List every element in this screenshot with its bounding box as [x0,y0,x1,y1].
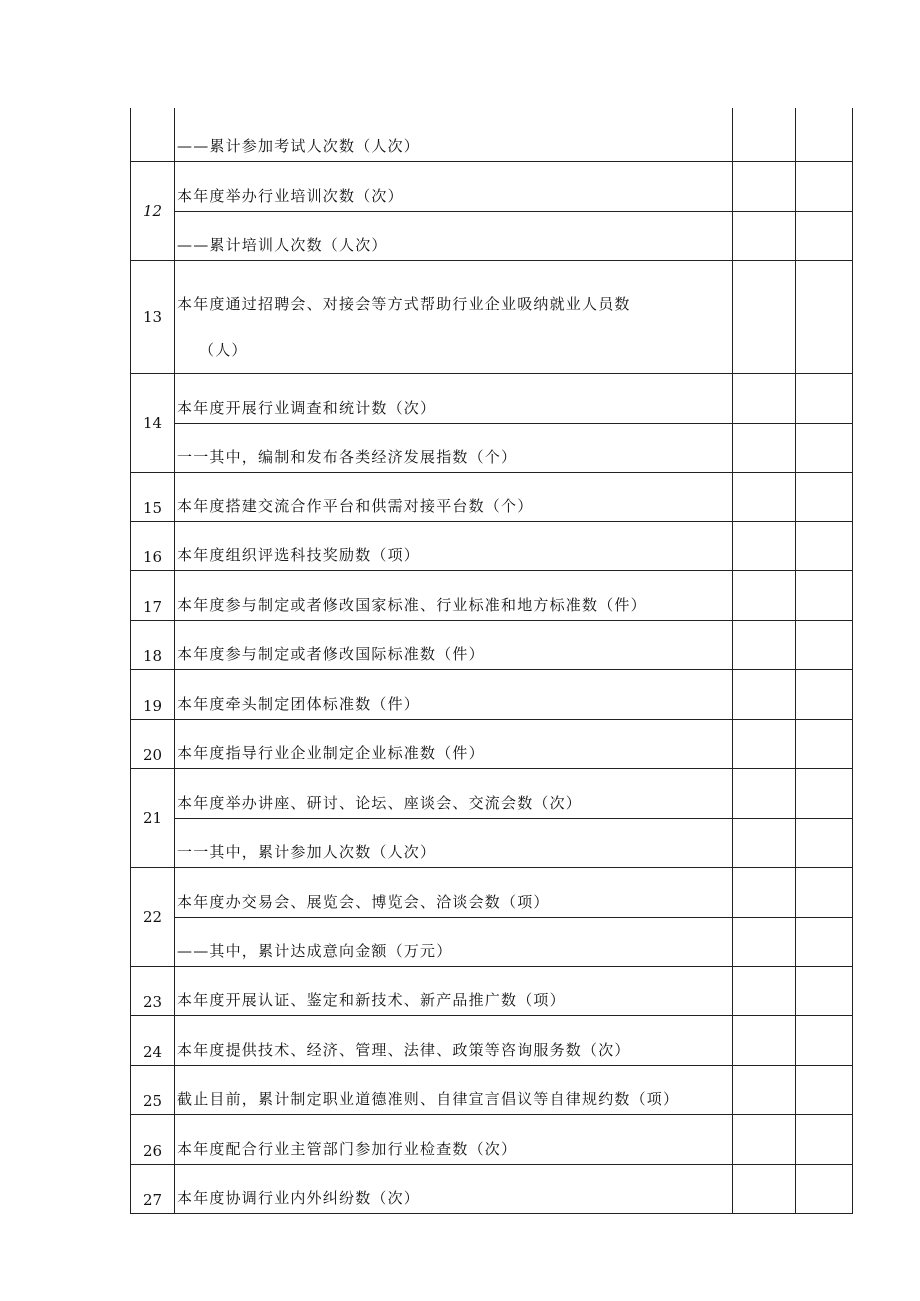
row-label: 本年度配合行业主管部门参加行业检查数（次） [175,1114,733,1164]
value-cell[interactable] [796,719,853,768]
value-cell[interactable] [796,521,853,570]
value-cell[interactable] [796,1065,853,1114]
value-cell[interactable] [796,108,853,161]
row-number: 23 [131,966,175,1015]
value-cell[interactable] [733,423,796,472]
table-row [131,211,853,260]
value-cell[interactable] [733,768,796,818]
row-label: 本年度协调行业内外纠纷数（次） [175,1164,733,1213]
table-row [131,917,853,966]
row-number [131,108,175,161]
table-row [131,472,853,521]
row-label: 本年度提供技术、经济、管理、法律、政策等咨询服务数（次） [175,1015,733,1065]
value-cell[interactable] [796,373,853,423]
value-cell[interactable] [733,818,796,867]
value-cell[interactable] [733,570,796,620]
table-row [131,1015,853,1065]
row-label: 本年度举办行业培训次数（次） [175,161,733,211]
row-label: 本年度开展认证、鉴定和新技术、新产品推广数（项） [175,966,733,1015]
row-number: 27 [131,1164,175,1213]
row-label [175,260,733,373]
value-cell[interactable] [733,161,796,211]
value-cell[interactable] [796,669,853,719]
value-cell[interactable] [733,1015,796,1065]
table-row [131,570,853,620]
value-cell[interactable] [733,966,796,1015]
row-label: 一一其中，累计参加人次数（人次） [175,818,733,867]
table-row [131,108,853,161]
value-cell[interactable] [796,1164,853,1213]
table-row [131,423,853,472]
value-cell[interactable] [796,570,853,620]
value-cell[interactable] [796,620,853,669]
value-cell[interactable] [733,373,796,423]
value-cell[interactable] [733,472,796,521]
value-cell[interactable] [733,867,796,917]
table-row [131,373,853,423]
row-number: 22 [131,867,175,966]
row-number: 17 [131,570,175,620]
row-number: 24 [131,1015,175,1065]
row-number: 13 [131,260,175,373]
row-label: 本年度参与制定或者修改国家标准、行业标准和地方标准数（件） [175,570,733,620]
row-number: 21 [131,768,175,867]
row-number: 20 [131,719,175,768]
row-label: 本年度牵头制定团体标准数（件） [175,669,733,719]
value-cell[interactable] [796,423,853,472]
value-cell[interactable] [733,1065,796,1114]
row-label: 本年度参与制定或者修改国际标准数（件） [175,620,733,669]
row-number: 25 [131,1065,175,1114]
row-number: 15 [131,472,175,521]
value-cell[interactable] [796,161,853,211]
row-number: 12 [131,161,175,260]
value-cell[interactable] [733,260,796,373]
value-cell[interactable] [796,260,853,373]
row-label: 本年度搭建交流合作平台和供需对接平台数（个） [175,472,733,521]
table-row [131,768,853,818]
row-label: 截止目前，累计制定职业道德准则、自律宣言倡议等自律规约数（项） [175,1065,733,1114]
row-label: 本年度举办讲座、研讨、论坛、座谈会、交流会数（次） [175,768,733,818]
value-cell[interactable] [733,521,796,570]
value-cell[interactable] [733,211,796,260]
table-row [131,719,853,768]
table-row [131,966,853,1015]
value-cell[interactable] [733,719,796,768]
value-cell[interactable] [733,1164,796,1213]
table-row [131,620,853,669]
row-label: ——其中，累计达成意向金额（万元） [175,917,733,966]
value-cell[interactable] [796,472,853,521]
value-cell[interactable] [796,768,853,818]
value-cell[interactable] [796,1015,853,1065]
row-label: 本年度开展行业调查和统计数（次） [175,373,733,423]
value-cell[interactable] [796,917,853,966]
value-cell[interactable] [796,966,853,1015]
value-cell[interactable] [796,211,853,260]
row-label: ——累计参加考试人次数（人次） [175,108,733,161]
value-cell[interactable] [733,669,796,719]
value-cell[interactable] [796,818,853,867]
table-row [131,161,853,211]
table-row [131,1164,853,1213]
row-label-line2: （人） [199,340,248,359]
value-cell[interactable] [733,620,796,669]
table-row [131,818,853,867]
table-row [131,669,853,719]
value-cell[interactable] [733,108,796,161]
row-number: 19 [131,669,175,719]
value-cell[interactable] [796,867,853,917]
value-cell[interactable] [733,1114,796,1164]
table-row [131,260,853,373]
value-cell[interactable] [796,1114,853,1164]
row-label: ——累计培训人次数（人次） [175,211,733,260]
table-row [131,1065,853,1114]
value-cell[interactable] [733,917,796,966]
row-number: 14 [131,373,175,472]
row-number: 16 [131,521,175,570]
statistics-table [130,108,853,1214]
row-label-line1: 本年度通过招聘会、对接会等方式帮助行业企业吸纳就业人员数 [177,294,631,313]
table-row [131,1114,853,1164]
row-label: 本年度指导行业企业制定企业标准数（件） [175,719,733,768]
row-label: 本年度组织评选科技奖励数（项） [175,521,733,570]
row-label: 一一其中，编制和发布各类经济发展指数（个） [175,423,733,472]
row-number: 26 [131,1114,175,1164]
table-row [131,867,853,917]
row-label: 本年度办交易会、展览会、博览会、洽谈会数（项） [175,867,733,917]
row-number: 18 [131,620,175,669]
table-row [131,521,853,570]
